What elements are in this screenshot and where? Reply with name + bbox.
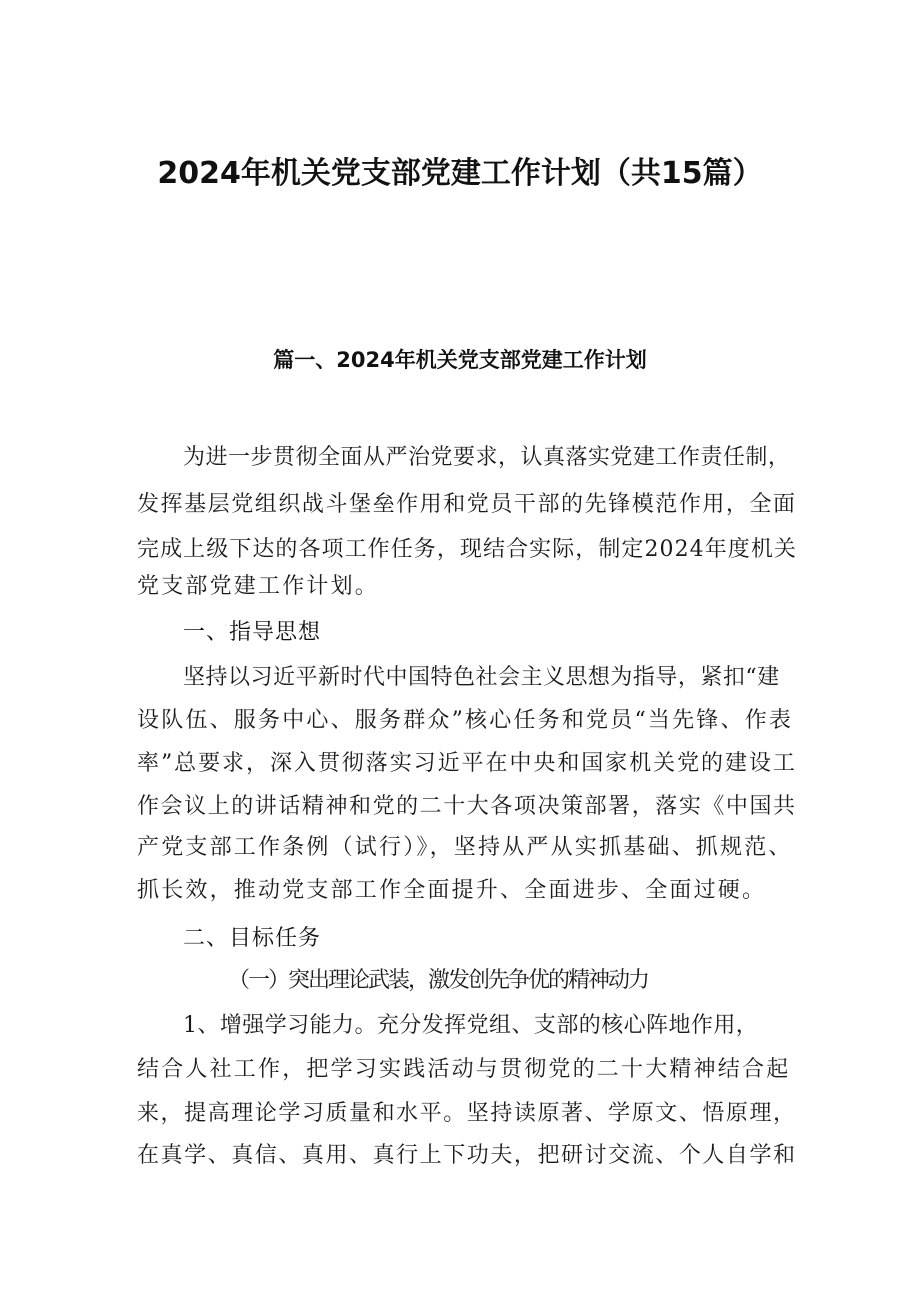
item-line: 来，提高理论学习质量和水平。坚持读原著、学原文、悟原理， — [137, 1101, 797, 1126]
intro-line: 党支部党建工作计划。 — [137, 574, 380, 599]
heading-goals-tasks: 二、目标任务 — [183, 926, 322, 951]
guiding-line: 抓长效，推动党支部工作全面提升、全面进步、全面过硬。 — [137, 878, 767, 903]
guiding-line: 坚持以习近平新时代中国特色社会主义思想为指导，紧扣“建 — [183, 665, 780, 690]
item-line: 结合人社工作，把学习实践活动与贯彻党的二十大精神结合起 — [137, 1057, 791, 1082]
item-line: 1、增强学习能力。充分发挥党组、支部的核心阵地作用， — [183, 1013, 759, 1038]
intro-line: 为进一步贯彻全面从严治党要求，认真落实党建工作责任制， — [183, 445, 791, 470]
document-title: 2024年机关党支部党建工作计划（共15篇） — [157, 156, 763, 191]
guiding-line: 产党支部工作条例（试行）》，坚持从严从实抓基础、抓规范、 — [137, 835, 793, 860]
intro-line: 发挥基层党组织战斗堡垒作用和党员干部的先锋模范作用，全面 — [137, 492, 797, 517]
subheading-theory: （一）突出理论武装，激发创先争优的精神动力 — [228, 968, 649, 993]
item-line: 在真学、真信、真用、真行上下功夫，把研讨交流、个人自学和 — [137, 1143, 797, 1168]
section-title: 篇一、2024年机关党支部党建工作计划 — [273, 348, 647, 372]
guiding-line: 作会议上的讲话精神和党的二十大各项决策部署，落实《中国共 — [137, 794, 797, 819]
guiding-line: 设队伍、服务中心、服务群众”核心任务和党员“当先锋、作表 — [137, 708, 794, 733]
heading-guiding-thought: 一、指导思想 — [183, 620, 322, 645]
guiding-line: 率”总要求，深入贯彻落实习近平在中央和国家机关党的建设工 — [137, 751, 797, 776]
intro-line: 完成上级下达的各项工作任务，现结合实际，制定2024年度机关 — [137, 537, 797, 562]
